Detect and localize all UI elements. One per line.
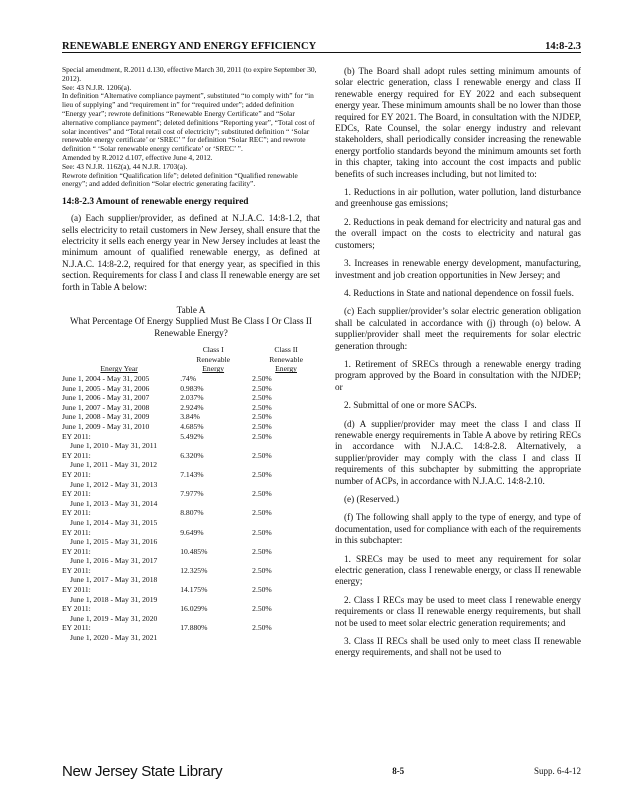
energy-year-cell xyxy=(62,451,176,470)
class-ii-value: 2.50% xyxy=(252,393,272,403)
energy-year-cell xyxy=(62,566,176,585)
energy-year-range: June 1, 2016 - May 31, 2017 xyxy=(70,556,158,566)
table-row xyxy=(62,528,320,547)
col-header: Class I xyxy=(202,345,224,355)
energy-year-cell xyxy=(62,604,176,623)
energy-year-label: EY 2011: xyxy=(62,565,91,575)
energy-year-label: EY 2011: xyxy=(62,585,91,595)
table-row xyxy=(62,432,320,451)
table-row xyxy=(62,566,320,585)
table-row xyxy=(62,403,320,413)
energy-year-range: June 1, 2010 - May 31, 2011 xyxy=(70,441,158,451)
table-row xyxy=(62,508,320,527)
energy-year-cell xyxy=(62,489,176,508)
energy-year-range: June 1, 2017 - May 31, 2018 xyxy=(70,575,158,585)
class-i-value: 5.492% xyxy=(180,431,204,441)
list-item: 2. Class I RECs may be used to meet class I renewable energy requirements or class II renewable energy requirements, but shall not be used to meet solar electric generation requirements; and xyxy=(335,594,581,628)
class-ii-value: 2.50% xyxy=(252,527,272,537)
paragraph-c: (c) Each supplier/provider’s solar electric generation obligation shall be calculated in accordance with (j) through (o) below. A supplier/provider shall meet the requirements for solar electric generation through: xyxy=(335,306,581,351)
list-item: 4. Reductions in State and national dependence on fossil fuels. xyxy=(344,287,574,298)
class-ii-value: 2.50% xyxy=(252,469,272,479)
energy-year-cell xyxy=(62,403,176,413)
energy-year-label: June 1, 2008 - May 31, 2009 xyxy=(62,412,150,422)
energy-year-label: EY 2011: xyxy=(62,546,91,556)
table-row xyxy=(62,384,320,394)
supplement-date: Supp. 6-4-12 xyxy=(534,766,581,776)
paragraph-d: (d) A supplier/provider may meet the class I and class II renewable energy requirements in Table A above by retiring RECs in accordance with N.J.A.C. 14:8-2.8. Alternatively, a supplier/provider may comply with the class I and class II requirements of this subchapter by submitting the appropriate number of ACPs, in accordance with N.J.A.C. 14:8-2.10. xyxy=(335,418,581,486)
energy-year-label: June 1, 2004 - May 31, 2005 xyxy=(62,374,150,383)
paragraph-a: (a) Each supplier/provider, as defined at N.J.A.C. 14:8-1.2, that sells electricity to retail customers in New Jersey, shall ensure that the electricity it sells each energy year in New Jersey includes at least the minimum amount of qualified renewable energy, as defined at N.J.A.C. 14:8-2.2, required for that energy year, as specified in this section. Requirements for class I and class II renewable energy are set forth in Table A below: xyxy=(62,213,320,292)
left-column xyxy=(62,66,320,643)
list-item: 3. Class II RECs shall be used only to meet class II renewable energy requirements, and shall not be used to xyxy=(335,636,581,658)
class-i-value: 6.320% xyxy=(180,450,204,460)
history-note: Rewrote definition “Qualification life”; deleted definition “Qualified renewable energy”; and added definition “Solar electric generating facility”. xyxy=(62,170,298,189)
energy-year-label: June 1, 2005 - May 31, 2006 xyxy=(62,383,150,393)
class-i-value: 16.029% xyxy=(180,604,208,614)
class-i-value: 7.977% xyxy=(180,489,204,499)
energy-year-range: June 1, 2014 - May 31, 2015 xyxy=(70,517,158,527)
list-item: 3. Increases in renewable energy development, manufacturing, investment and job creation opportunities in New Jersey; and xyxy=(335,258,581,280)
energy-year-cell xyxy=(62,374,176,384)
table-row xyxy=(62,604,320,623)
header-section: 14:8-2.3 xyxy=(545,41,581,52)
energy-year-range: June 1, 2011 - May 31, 2012 xyxy=(70,460,158,470)
list-item: 2. Submittal of one or more SACPs. xyxy=(344,400,477,411)
col-header-energy-year: Energy Year xyxy=(100,364,138,374)
class-ii-value: 2.50% xyxy=(252,546,272,556)
energy-year-range: June 1, 2015 - May 31, 2016 xyxy=(70,537,158,547)
col-header: Renewable xyxy=(196,354,231,364)
class-ii-value: 2.50% xyxy=(252,383,272,393)
class-i-value: 9.649% xyxy=(180,527,204,537)
energy-year-label: EY 2011: xyxy=(62,431,91,441)
class-ii-value: 2.50% xyxy=(252,565,272,575)
class-ii-value: 2.50% xyxy=(252,450,272,460)
history-note: See: 43 N.J.R. 1206(a). xyxy=(62,82,132,92)
class-ii-value: 2.50% xyxy=(252,585,272,595)
page-footer xyxy=(62,760,581,782)
table-row xyxy=(62,393,320,403)
energy-year-range: June 1, 2018 - May 31, 2019 xyxy=(70,594,158,604)
class-i-value: .74% xyxy=(180,374,197,383)
class-i-value: 3.84% xyxy=(180,412,200,422)
class-i-value: 7.143% xyxy=(180,469,204,479)
table-row xyxy=(62,623,320,642)
section-title: 14:8-2.3 Amount of renewable energy required xyxy=(62,197,249,208)
energy-year-cell xyxy=(62,547,176,566)
class-ii-value: 2.50% xyxy=(252,604,272,614)
energy-year-cell xyxy=(62,432,176,451)
col-header: Class II xyxy=(274,345,298,355)
energy-year-cell xyxy=(62,528,176,547)
col-header: Renewable xyxy=(269,354,303,364)
class-i-value: 17.880% xyxy=(180,623,208,633)
history-note: See: 43 N.J.R. 1162(a), 44 N.J.R. 1703(a). xyxy=(62,161,188,171)
history-note: In definition “Alternative compliance payment”, substituted “to comply with” for “in lieu of supplying” and “requirement in” for “required under”; added definition “Energy year”; rewrote definitions “Renewable Energy Certificate” and “Solar alternative compliance payment”; deleted definitions “Reporting year”, “Total cost of solar incentives” and “Total retail cost of electricity”; substituted definition “ ‘Solar renewable energy certificate’ or ‘SREC’ ” for definition “Solar REC”; and rewrote definition “ ‘Solar renewable energy certificate’ or ‘SREC’ ”. xyxy=(62,91,315,154)
table-row xyxy=(62,585,320,604)
energy-year-label: EY 2011: xyxy=(62,508,91,518)
energy-year-cell xyxy=(62,470,176,489)
energy-year-label: EY 2011: xyxy=(62,469,91,479)
list-item: 2. Reductions in peak demand for electricity and natural gas and the overall impact on the costs to electricity and natural gas customers; xyxy=(335,216,581,250)
running-header xyxy=(62,36,581,53)
table-row xyxy=(62,547,320,566)
class-i-value: 2.037% xyxy=(180,393,204,403)
energy-year-range: June 1, 2019 - May 31, 2020 xyxy=(70,613,158,623)
energy-year-label: EY 2011: xyxy=(62,527,91,537)
table-caption xyxy=(62,305,320,339)
energy-year-cell xyxy=(62,412,176,422)
energy-year-label: June 1, 2009 - May 31, 2010 xyxy=(62,421,150,431)
table-body xyxy=(62,374,320,643)
energy-year-cell xyxy=(62,508,176,527)
energy-year-cell xyxy=(62,623,176,642)
class-i-value: 8.807% xyxy=(180,508,204,518)
class-ii-value: 2.50% xyxy=(252,412,272,422)
history-note: Special amendment, R.2011 d.130, effective March 30, 2011 (to expire September 30, 2012). xyxy=(62,65,317,83)
energy-year-label: EY 2011: xyxy=(62,604,91,614)
table-row xyxy=(62,412,320,422)
energy-year-range: June 1, 2012 - May 31, 2013 xyxy=(70,479,158,489)
class-ii-value: 2.50% xyxy=(252,374,272,383)
table-caption-label: Table A xyxy=(176,305,206,315)
class-i-value: 10.485% xyxy=(180,546,208,556)
paragraph-b: (b) The Board shall adopt rules setting minimum amounts of solar electric generation, class I renewable energy and class II renewable energy required for EY 2022 and each subsequent energy year. These minimum amounts shall be no lower than those required for EY 2021. The Board, in consultation with the NJDEP, EDCs, Rate Counsel, the solar energy industry and relevant stakeholders, shall periodically consider increasing the renewable energy portfolio standards beyond the minimum amounts set forth in this chapter, taking into account the cost impacts and public benefits of such increases including, but not limited to: xyxy=(335,66,581,179)
list-item: 1. SRECs may be used to meet any requirement for solar electric generation, class I renewable energy, or class II renewable energy; xyxy=(335,553,581,587)
page-number: 8-5 xyxy=(392,766,405,776)
energy-year-range: June 1, 2013 - May 31, 2014 xyxy=(70,498,158,508)
history-note: Amended by R.2012 d.107, effective June 4, 2012. xyxy=(62,152,213,162)
class-i-value: 12.325% xyxy=(180,565,208,575)
energy-year-label: EY 2011: xyxy=(62,489,91,499)
class-i-value: 14.175% xyxy=(180,585,208,595)
table-a xyxy=(62,345,320,642)
table-caption-question: What Percentage Of Energy Supplied Must Be Class I Or Class II Renewable Energy? xyxy=(70,316,312,338)
class-ii-value: 2.50% xyxy=(252,508,272,518)
energy-year-label: EY 2011: xyxy=(62,450,91,460)
library-name: New Jersey State Library xyxy=(62,762,223,780)
table-row xyxy=(62,470,320,489)
energy-year-range: June 1, 2020 - May 31, 2021 xyxy=(70,633,158,643)
paragraph-f: (f) The following shall apply to the type of energy, and type of documentation, used for compliance with each of the requirements in this subchapter: xyxy=(335,512,581,546)
energy-year-cell xyxy=(62,384,176,394)
class-i-value: 0.983% xyxy=(180,383,204,393)
class-ii-value: 2.50% xyxy=(252,431,272,441)
energy-year-cell xyxy=(62,585,176,604)
energy-year-label: June 1, 2007 - May 31, 2008 xyxy=(62,402,150,412)
header-title: RENEWABLE ENERGY AND ENERGY EFFICIENCY xyxy=(62,41,317,52)
table-row xyxy=(62,451,320,470)
class-ii-value: 2.50% xyxy=(252,421,272,431)
col-header: Energy xyxy=(275,364,297,374)
right-column xyxy=(335,66,581,666)
table-row xyxy=(62,374,320,384)
energy-year-cell xyxy=(62,393,176,403)
table-row xyxy=(62,489,320,508)
energy-year-label: June 1, 2006 - May 31, 2007 xyxy=(62,393,150,403)
class-ii-value: 2.50% xyxy=(252,489,272,499)
list-item: 1. Retirement of SRECs through a renewable energy trading program approved by the Board in consultation with the NJDEP; or xyxy=(335,358,581,392)
class-i-value: 2.924% xyxy=(180,402,204,412)
class-i-value: 4.685% xyxy=(180,421,204,431)
class-ii-value: 2.50% xyxy=(252,623,272,633)
list-item: 1. Reductions in air pollution, water pollution, land disturbance and greenhouse gas emissions; xyxy=(335,187,581,209)
col-header: Energy xyxy=(202,364,225,374)
class-ii-value: 2.50% xyxy=(252,402,272,412)
table-row xyxy=(62,422,320,432)
paragraph-e: (e) (Reserved.) xyxy=(344,494,400,504)
energy-year-label: EY 2011: xyxy=(62,623,91,633)
energy-year-cell xyxy=(62,422,176,432)
